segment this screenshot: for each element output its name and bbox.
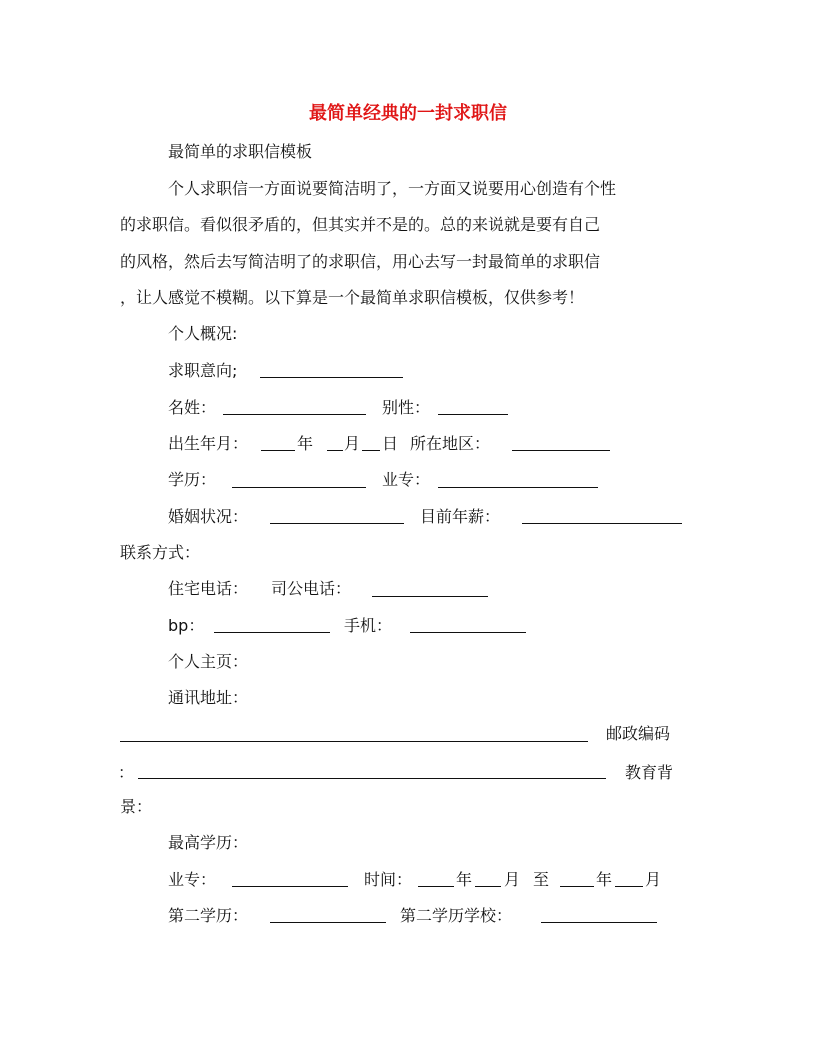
marital-label: 婚姻状况： — [168, 507, 249, 526]
name-label: 名姓： — [168, 398, 217, 417]
bp-label: bp： — [168, 616, 205, 635]
address-label: 通讯地址： — [168, 688, 249, 707]
birth-label: 出生年月： — [168, 434, 249, 453]
start-month-unit: 月 — [504, 870, 521, 889]
start-year-blank — [418, 886, 454, 887]
end-month-blank — [615, 886, 643, 887]
birth-month-unit: 月 — [344, 434, 361, 453]
postcode-blank — [138, 778, 606, 779]
edu-background-label: 教育背 — [625, 763, 674, 782]
region-blank — [512, 450, 610, 451]
end-year-blank — [560, 886, 594, 887]
postcode-label: 邮政编码 — [606, 724, 671, 743]
gender-blank — [438, 414, 508, 415]
name-blank — [223, 414, 366, 415]
start-year-unit: 年 — [456, 870, 473, 889]
home-phone-label: 住宅电话： — [168, 579, 249, 598]
edu-background-label-cont: 景： — [120, 797, 153, 816]
end-month-unit: 月 — [645, 870, 662, 889]
end-year-unit: 年 — [596, 870, 613, 889]
major2-blank — [232, 886, 348, 887]
time-label: 时间： — [364, 870, 413, 889]
birth-year-blank — [261, 450, 295, 451]
birth-month-blank — [327, 450, 343, 451]
birth-day-unit: 日 — [382, 434, 399, 453]
intro-line-1: 个人求职信一方面说要简洁明了，一方面又说要用心创造有个性 — [168, 179, 617, 198]
address-blank — [120, 741, 588, 742]
intent-blank — [260, 377, 403, 378]
intro-line-3: 的风格，然后去写简洁明了的求职信，用心去写一封最简单的求职信 — [120, 252, 601, 271]
mobile-label: 手机： — [344, 616, 393, 635]
salary-label: 目前年薪： — [420, 507, 501, 526]
second-edu-blank — [270, 922, 386, 923]
start-month-blank — [475, 886, 501, 887]
second-edu-label: 第二学历： — [168, 906, 249, 925]
second-school-blank — [541, 922, 657, 923]
region-label: 所在地区： — [410, 434, 491, 453]
salary-blank — [522, 523, 682, 524]
subtitle: 最简单的求职信模板 — [168, 142, 313, 161]
intent-label: 求职意向; — [168, 361, 238, 380]
company-phone-blank — [372, 596, 488, 597]
major2-label: 业专： — [168, 870, 217, 889]
birth-year-unit: 年 — [297, 434, 314, 453]
homepage-label: 个人主页： — [168, 652, 249, 671]
document-title: 最简单经典的一封求职信 — [309, 103, 507, 124]
to-label: 至 — [533, 870, 550, 889]
major-label: 业专： — [382, 470, 431, 489]
education-blank — [232, 487, 366, 488]
marital-blank — [270, 523, 404, 524]
contact-heading: 联系方式： — [120, 543, 201, 562]
company-phone-label: 司公电话： — [271, 579, 352, 598]
gender-label: 别性： — [382, 398, 431, 417]
mobile-blank — [410, 632, 526, 633]
bp-blank — [214, 632, 330, 633]
birth-day-blank — [362, 450, 380, 451]
intro-line-2: 的求职信。看似很矛盾的，但其实并不是的。总的来说就是要有自己 — [120, 215, 601, 234]
intro-line-4: ，让人感觉不模糊。以下算是一个最简单求职信模板，仅供参考！ — [120, 288, 585, 307]
postcode-colon: ： — [118, 763, 135, 782]
education-label: 学历： — [168, 470, 217, 489]
highest-edu-label: 最高学历： — [168, 833, 249, 852]
second-school-label: 第二学历学校： — [400, 906, 513, 925]
major-blank — [438, 487, 598, 488]
personal-heading: 个人概况: — [168, 324, 238, 343]
